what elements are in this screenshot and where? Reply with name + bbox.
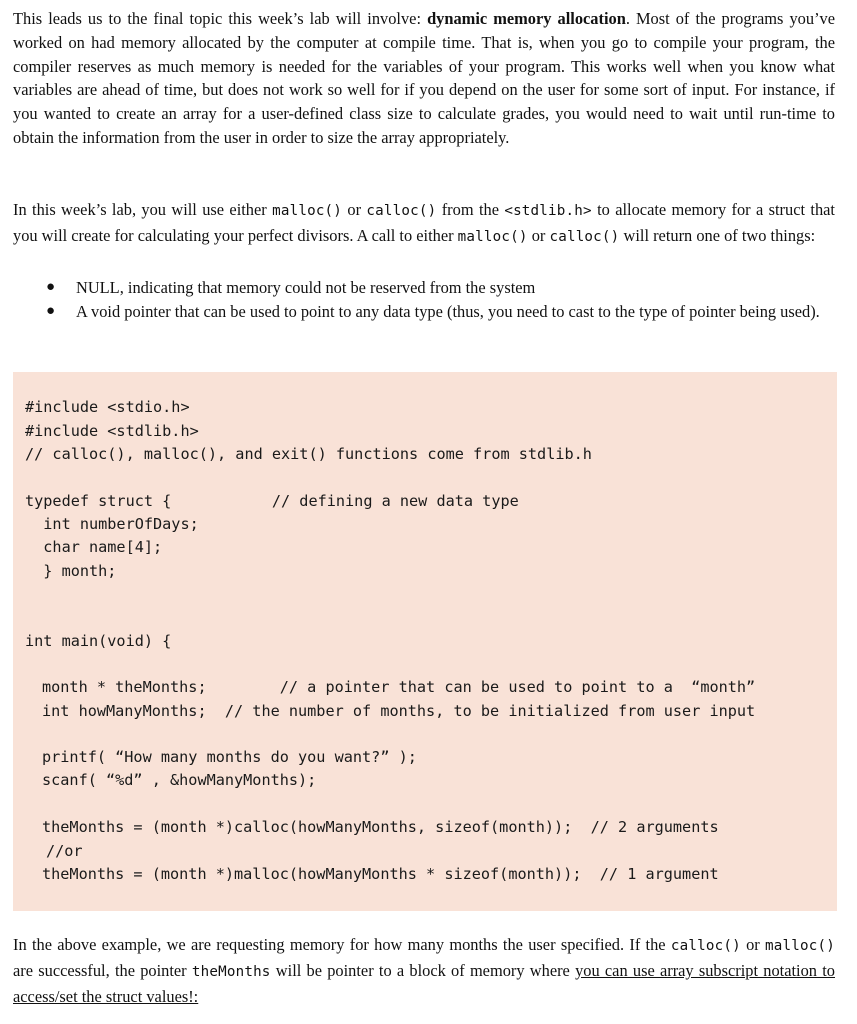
code-line: char name[4];	[25, 538, 163, 556]
bullet-icon: ●	[46, 302, 56, 319]
inline-code-malloc: malloc()	[457, 228, 528, 245]
code-line: int main(void) {	[25, 632, 172, 650]
bullet-icon: ●	[46, 279, 56, 295]
inline-code-calloc: calloc()	[549, 228, 620, 245]
inline-code-malloc: malloc()	[272, 203, 343, 219]
list-item-text: NULL, indicating that memory could not be reserved from the system	[76, 278, 536, 297]
text: or	[342, 200, 367, 219]
code-line: scanf( “%d” , &howManyMonths);	[42, 771, 317, 789]
code-line: month * theMonths; // a pointer that can be used to point to a “month”	[42, 678, 756, 696]
text: In this week’s lab, you will use either	[13, 200, 273, 219]
intro-text-rest: . Most of the programs you’ve worked on had memory allocated by the computer at compile time. That is, when you go to compile your program, the compiler reserves as much memory is needed for the variables of your program. This works well when you know what variables are ahead of time, but does not work so well for if you depend on the user for some sort of input. For instance, if you wanted to create an array for a user-defined class size to calculate grades, you would need to wait until run-time to obtain the information from the user in order to size the array appropriately.	[13, 9, 835, 147]
code-line: //or	[46, 842, 83, 860]
text: will return one of two things:	[619, 225, 816, 245]
code-line: theMonths = (month *)malloc(howManyMonths * sizeof(month)); // 1 argument	[42, 865, 719, 883]
code-line: int numberOfDays;	[25, 515, 199, 533]
inline-code-stdlib: <stdlib.h>	[504, 203, 592, 219]
inline-code-calloc: calloc()	[670, 938, 741, 954]
code-line: theMonths = (month *)calloc(howManyMonths, sizeof(month)); // 2 arguments	[42, 818, 719, 836]
dynamic-memory-term: dynamic memory allocation	[427, 9, 626, 28]
return-values-list	[13, 276, 835, 324]
text: will be pointer to a block of memory where	[270, 960, 576, 980]
inline-code-calloc: calloc()	[366, 203, 437, 219]
text: In the above example, we are requesting memory for how many months the user specified. If the	[13, 935, 671, 954]
intro-paragraph	[13, 7, 835, 150]
text: from the	[436, 200, 505, 219]
inline-code-themonths: theMonths	[191, 963, 271, 980]
text: or	[740, 935, 766, 954]
intro-text: This leads us to the final topic this week’s lab will involve:	[13, 9, 428, 28]
list-item	[13, 300, 835, 324]
inline-code-malloc: malloc()	[765, 938, 835, 954]
text: are successful, the pointer	[13, 960, 192, 980]
code-line: // calloc(), malloc(), and exit() functions come from stdlib.h	[25, 445, 592, 463]
code-line: int howManyMonths; // the number of months, to be initialized from user input	[42, 702, 756, 720]
text: or	[527, 225, 550, 245]
code-line: printf( “How many months do you want?” );	[42, 748, 417, 766]
underlined-note: you can use array subscript notation to access/set the struct values!:	[13, 960, 835, 1006]
code-line: } month;	[25, 562, 117, 580]
code-line: #include <stdio.h>	[25, 398, 190, 416]
list-item-text: A void pointer that can be used to point to any data type (thus, you need to cast to the type of pointer being used).	[76, 301, 820, 321]
code-block	[13, 372, 837, 911]
text: to allocate memory for a struct that you will create for calculating your perfect divisors. A call to either	[13, 200, 835, 245]
lab-paragraph	[13, 198, 835, 250]
code-line: typedef struct { // defining a new data type	[25, 492, 519, 510]
closing-paragraph	[13, 933, 835, 1008]
list-item	[13, 276, 835, 300]
code-line: #include <stdlib.h>	[25, 422, 199, 440]
